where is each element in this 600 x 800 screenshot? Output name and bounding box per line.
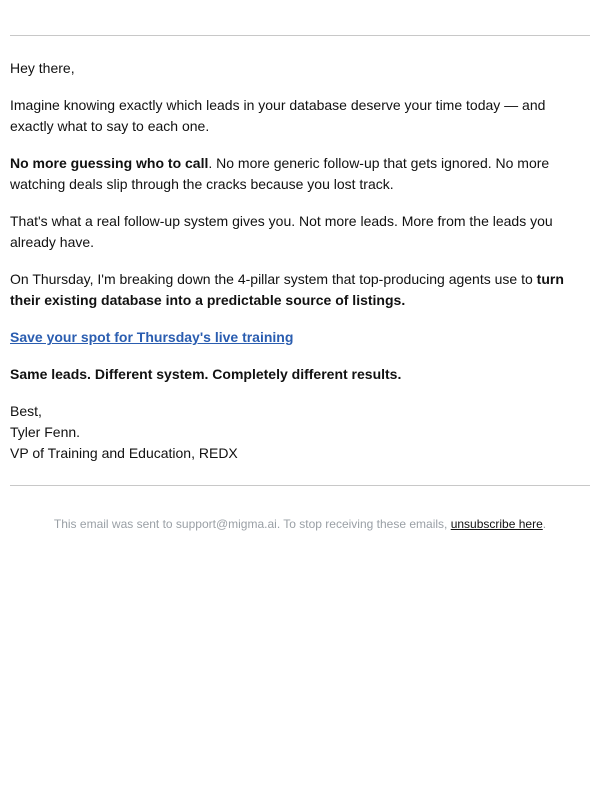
unsubscribe-link[interactable]: unsubscribe here [450,517,543,531]
greeting: Hey there, [10,60,75,76]
bold-no-more-guessing: No more guessing who to call [10,155,209,171]
save-spot-link[interactable]: Save your spot for Thursday's live training [10,329,294,345]
tagline-bold: Same leads. Different system. Completely different results. [10,366,402,382]
bold-turn-database: turn their existing database into a predictable source of listings. [10,271,564,308]
paragraph-thursday [10,269,590,311]
sender-name: Tyler Fenn. [10,424,81,440]
tagline [10,364,590,385]
footer-end: . [542,517,547,531]
email-container [10,0,590,533]
paragraph-intro: Imagine knowing exactly which leads in your database deserve your time today — and exactly what to say to each one. [10,97,546,134]
cta-paragraph [10,327,590,348]
email-body [10,36,590,485]
footer-text: This email was sent to support@migma.ai. To stop receiving these emails, [53,517,451,531]
paragraph-follow-up-system: That's what a real follow-up system gives you. Not more leads. More from the leads you already have. [10,213,553,250]
email-footer [10,486,590,533]
paragraph-no-more-guessing [10,153,590,195]
signoff: Best, [10,403,42,419]
sender-title: VP of Training and Education, REDX [10,445,238,461]
signature [10,401,590,464]
paragraph-no-more-guessing-rest: . No more generic follow-up that gets ignored. No more watching deals slip through the cracks because you lost track. [10,155,550,192]
paragraph-thursday-text: On Thursday, I'm breaking down the 4-pillar system that top-producing agents use to [10,271,537,287]
